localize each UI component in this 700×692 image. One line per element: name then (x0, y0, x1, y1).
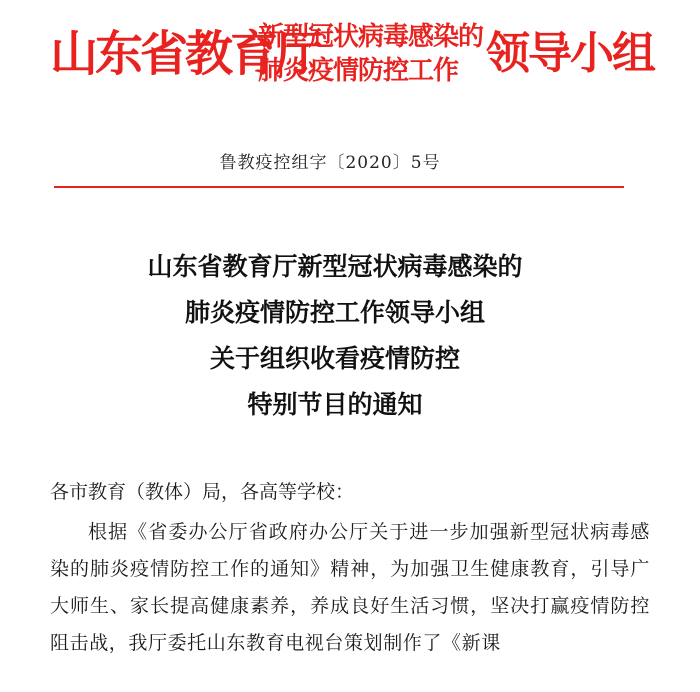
salutation: 各市教育（教体）局，各高等学校： (50, 481, 355, 503)
red-masthead (0, 14, 700, 104)
masthead-middle-text (258, 20, 483, 88)
title-line-3: 关于组织收看疫情防控 (209, 344, 460, 373)
red-divider-line (54, 186, 624, 188)
masthead-org-name: 山东省教育厅 (50, 26, 321, 82)
document-number: 鲁教疫控组字〔2020〕5号 (219, 153, 441, 173)
title-line-4: 特别节目的通知 (247, 390, 423, 419)
document-title (0, 244, 670, 428)
title-line-2: 肺炎疫情防控工作领导小组 (184, 298, 485, 327)
masthead-group-name: 领导小组 (486, 28, 654, 79)
masthead-middle-line-1: 新型冠状病毒感染的 (258, 22, 484, 52)
title-line-1: 山东省教育厅新型冠状病毒感染的 (147, 252, 523, 281)
body-paragraph: 根据《省委办公厅省政府办公厅关于进一步加强新型冠状病毒感染的肺炎疫情防控工作的通知》精神，为加强卫生健康教育，引导广大师生、家长提高健康素养，养成良好生活习惯，坚决打赢疫情防控阻击战，我厅委托山东教育电视台策划制作了《新课 (50, 521, 650, 654)
masthead-middle-line-2: 肺炎疫情防控工作 (258, 56, 459, 86)
